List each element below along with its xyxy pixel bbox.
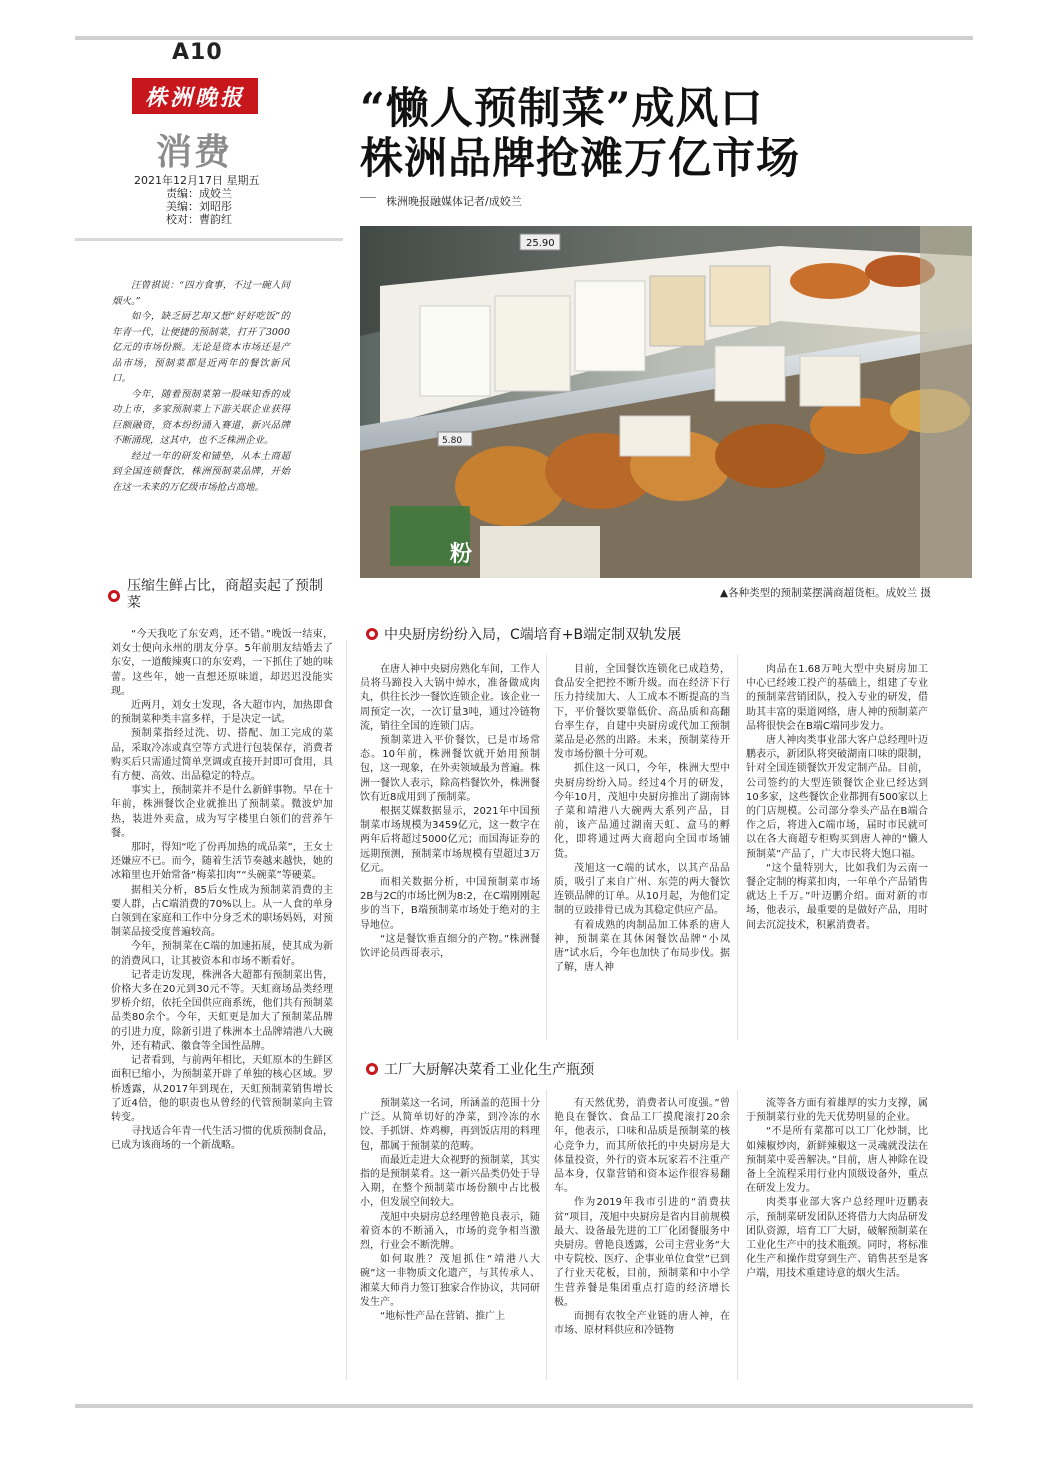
- page-meta: [134, 174, 260, 226]
- issue-date: 2021年12月17日 星期五: [134, 174, 260, 187]
- paragraph: 在唐人神中央厨房熟化车间，工作人员将马蹄投入大锅中焯水，准备做成肉丸，供往长沙一餐饮连锁企业。该企业一周预定一次，一次订量3吨，通过冷链物流，销往全国的连锁门店。: [360, 664, 540, 732]
- paragraph: 近两月，刘女士发现，各大超市内，加热即食的预制菜种类丰富多样，于是决定一试。: [111, 700, 333, 726]
- paragraph: 事实上，预制菜并不是什么新鲜事物。早在十年前，株洲餐饮企业就推出了预制菜。微波炉加热，装进外卖盒，成为写字楼里白领们的营养午餐。: [111, 785, 333, 839]
- intro-paragraph: 汪曾祺说：“四方食事，不过一碗人间烟火。”: [112, 280, 290, 307]
- byline-mark: [360, 197, 376, 204]
- article-column-bottom-2: [554, 1097, 730, 1338]
- paragraph: 流等各方面有着雄厚的实力支撑，属于预制菜行业的先天优势明显的企业。: [746, 1098, 928, 1124]
- article-column-mid-2: [554, 663, 730, 975]
- headline: [360, 84, 800, 184]
- paragraph: 茂旭中央厨房总经理曾艳良表示，随着资本的不断涌入，市场的竞争相当激烈，行业会不断洗牌。: [360, 1211, 540, 1252]
- paragraph: 据相关分析，85后女性成为预制菜消费的主要人群，占C端消费的70%以上。从一人食的单身白领到在家庭和工作中分身乏术的职场妈妈，对预制菜品接受度普遍较高。: [111, 884, 333, 939]
- paragraph: 茂旭这一C端的试水，以其产品品质，吸引了来自广州、东莞的两大餐饮连锁品牌的订单。从10月起，为他们定制的豆豉排骨已成为其稳定供应产品。: [554, 862, 730, 917]
- paragraph: 记者走访发现，株洲各大超都有预制菜出售，价格大多在20元到30元不等。天虹商场品类经理罗桥介绍，依托全国供应商系统，他们共有预制菜品类80余个。今年，天虹更是加大了预制菜品牌的引进力度，除新引进了株洲本土品牌靖港八大碗外，还有精武、徽食等全国性品牌。: [111, 969, 333, 1052]
- designer-credit: 美编：刘昭彤: [166, 200, 232, 213]
- paragraph: 而最近走进大众视野的预制菜，其实指的是预制菜肴。这一新兴品类仍处于导入期，在整个预制菜市场份额中占比极小，但发展空间较大。: [360, 1154, 540, 1209]
- photo-caption: ▲各种类型的预制菜摆满商超货柜。成姣兰 摄: [720, 587, 931, 599]
- intro-paragraph: 经过一年的研发和铺垫，从本土商超到全国连锁餐饮，株洲预制菜品牌，开始在这一未来的万亿级市场抢占高地。: [112, 450, 290, 493]
- subhead-1: 压缩生鲜占比，商超卖起了预制菜: [111, 578, 331, 612]
- paragraph: 根据艾媒数据显示，2021年中国预制菜市场规模为3459亿元，这一数字在两年后将超过5000亿元；而国海证券的远期预测，预制菜市场规模有望超过3万亿元。: [360, 806, 540, 874]
- paragraph: 抓住这一风口，今年，株洲大型中央厨房纷纷入局。经过4个月的研发，今年10月，茂旭中央厨房推出了湖南钵子菜和靖港八大碗两大系列产品，目前，该产品通过湖南天虹、盒马的孵化，即将通过两大商超向全国市场铺货。: [554, 763, 730, 860]
- paragraph: 寻找适合年青一代生活习惯的优质预制食品，已成为该商场的一个新战略。: [111, 1126, 333, 1152]
- column-divider: [546, 655, 547, 1040]
- bullet-ring-icon: [366, 628, 378, 640]
- paragraph: 记者看到，与前两年相比，天虹原本的生鲜区面积已缩小，为预制菜开辟了单独的核心区域。罗桥透露，从2017年到现在，天虹预制菜销售增长了近4倍，他的职责也从曾经的代管预制菜向主管转变。: [111, 1055, 333, 1123]
- shelf-illustration: [360, 226, 972, 578]
- paragraph: 有着成熟的肉制品加工体系的唐人神，预制菜在其休闲餐饮品牌“小凤唐”试水后，今年也加快了布局步伐。据了解，唐人神: [554, 919, 730, 974]
- column-divider: [546, 1090, 547, 1380]
- subhead-3: 工厂大厨解决菜肴工业化生产瓶颈: [366, 1062, 594, 1079]
- column-divider: [737, 1090, 738, 1380]
- article-column-left: [111, 628, 333, 1154]
- paragraph: 预制菜指经过洗、切、搭配、加工完成的菜品，采取冷冻或真空等方式进行包装保存，消费者购买后只需通过简单烹调或直接开封即可食用，具有方便、高效、出品稳定的特点。: [111, 728, 333, 783]
- column-divider: [346, 640, 347, 1380]
- paragraph: “不是所有菜都可以工厂化炒制，比如辣椒炒肉，新鲜辣椒这一灵魂就没法在预制菜中妥善解决。”目前，唐人神除在设备上全流程采用行业内顶级设备外，重点在研发上发力。: [746, 1126, 928, 1195]
- proof-credit: 校对：曹韵红: [166, 213, 232, 226]
- bottom-rule: [75, 1404, 973, 1408]
- page-number: A10: [172, 40, 223, 65]
- bullet-ring-icon: [108, 590, 120, 602]
- intro-paragraph: 今年，随着预制菜第一股味知香的成功上市，多家预制菜上下游关联企业获得巨额融资，资本纷纷涌入赛道，新兴品牌不断涌现，这其中，也不乏株洲企业。: [112, 388, 290, 446]
- article-column-bottom-3: [746, 1097, 928, 1282]
- lead-intro: [112, 278, 290, 495]
- article-column-mid-1: [360, 663, 540, 961]
- headline-line1: “懒人预制菜”成风口: [360, 84, 764, 134]
- article-column-bottom-1: [360, 1097, 540, 1324]
- paragraph: 有天然优势，消费者认可度强。”曾艳良在餐饮、食品工厂摸爬滚打20余年，他表示，口味和品质是预制菜的核心竞争力，而其所依托的中央厨房是大体量投资，外行的资本玩家若不注重产品本身，仅靠营销和资本运作很容易翻车。: [554, 1098, 730, 1195]
- paragraph: 那时，得知“吃了份再加热的成品菜”，王女士还嫌应不已。而今，随着生活节奏越来越快，她的冰箱里也开始常备“梅菜扣肉”“头碗菜”等硬菜。: [111, 842, 333, 882]
- bullet-ring-icon: [366, 1063, 378, 1075]
- paragraph: 而相关数据分析，中国预制菜市场2B与2C的市场比例为8:2，在C端刚刚起步的当下，B端预制菜市场处于绝对的主导地位。: [360, 877, 540, 931]
- paragraph: “今天我吃了东安鸡，还不错。”晚饭一结束，刘女士便向永州的朋友分享。5年前朋友结婚去了东安，一道酸辣爽口的东安鸡，一下抓住了她的味蕾。这些年，她一直想还原味道，却迟迟没能实现。: [111, 629, 333, 697]
- bag-label: 粉: [450, 542, 473, 567]
- paragraph: 预制菜这一名词，所涵盖的范围十分广泛。从简单切好的净菜，到冷冻的水饺、手抓饼、炸鸡柳，再到饭店用的料理包，都属于预制菜的范畴。: [360, 1098, 540, 1152]
- paragraph: 目前，全国餐饮连锁化已成趋势，食品安全把控不断升级。而在经济下行压力持续加大、人工成本不断提高的当下，平价餐饮要靠低价、高品质和高翻台率生存，自建中央厨房或代加工预制菜品是必然的出路。未来，预制菜待开发市场份额十分可观。: [554, 664, 730, 761]
- paragraph: 预制菜进入平价餐饮，已是市场常态。10年前，株洲餐饮就开始用预制包，这一现象，在外卖领域最为普遍。株洲一餐饮人表示，除高档餐饮外，株洲餐饮有近8成用到了预制菜。: [360, 735, 540, 803]
- column-divider: [737, 655, 738, 1040]
- article-column-mid-3: [746, 663, 928, 933]
- paragraph: 如何取胜？茂旭抓住“靖港八大碗”这一非物质文化遗产，与其传承人、湘菜大师肖力签订独家合作协议，共同研发生产。: [360, 1254, 540, 1308]
- paragraph: 今年，预制菜在C端的加速拓展，使其成为新的消费风口，让其被资本和市场不断看好。: [111, 941, 333, 967]
- paragraph: “这是餐饮垂直细分的产物。”株洲餐饮评论员西哥表示，: [360, 933, 540, 960]
- byline: 株洲晚报融媒体记者/成姣兰: [386, 195, 522, 208]
- paragraph: 作为2019年我市引进的“消费扶贫”项目，茂旭中央厨房是省内目前规模最大、设备最先进的工厂化团餐服务中央厨房。曾艳良透露，公司主营业务“大中专院校、医疗、企事业单位食堂”已到了行业天花板，目前，预制菜和中小学生营养餐是集团重点打造的经济增长极。: [554, 1197, 730, 1308]
- paragraph: “地标性产品在营销、推广上: [380, 1311, 506, 1323]
- masthead-logo: 株洲晚报: [132, 78, 258, 114]
- section-title: 消费: [156, 131, 233, 173]
- headline-line2: 株洲品牌抢滩万亿市场: [360, 134, 800, 184]
- supermarket-shelf-photo: [360, 226, 972, 578]
- editor-credit: 责编：成姣兰: [166, 187, 232, 200]
- paragraph: 而拥有农牧全产业链的唐人神，在市场、原材料供应和冷链物: [554, 1311, 730, 1337]
- paragraph: 肉类事业部大客户总经理叶迈鹏表示，预制菜研发团队还将借力大肉品研发团队资源，培育工厂大厨，破解预制菜在工业化生产中的技术瓶颈。同时，将标准化生产和操作贯穿到生产、销售甚至是客户端，用技术重建诗意的烟火生活。: [746, 1197, 928, 1280]
- paragraph: 肉品在1.68万吨大型中央厨房加工中心已经竣工投产的基础上，组建了专业的预制菜营销团队，投入专业的研发，借助其丰富的渠道网络，唐人神的预制菜产品将很快会在B端C端同步发力。: [746, 664, 928, 732]
- price-tag-1: 25.90: [526, 238, 555, 249]
- price-tag-2: 5.80: [442, 436, 463, 446]
- paragraph: “这个量特别大，比如我们为云南一餐企定制的梅菜扣肉，一年单个产品销售就达上千万。”叶迈鹏介绍。面对新的市场，他表示，最重要的是做好产品，用时间去沉淀技术，积累消费者。: [746, 862, 928, 931]
- paragraph: 唐人神肉类事业部大客户总经理叶迈鹏表示，新团队将突破湖南口味的限制，针对全国连锁餐饮开发定制产品。目前，公司签约的大型连锁餐饮企业已经达到10多家，这些餐饮企业都拥有500家以上的门店规模。公司部分拳头产品在B端合作之后，将进入C端市场，届时市民就可以在各大商超专柜购买到唐人神的“懒人预制菜”产品了，广大市民将大饱口福。: [746, 735, 928, 860]
- sidebar-rule: [75, 238, 343, 241]
- intro-paragraph: 如今，缺乏厨艺却又想“好好吃饭”的年青一代，让便捷的预制菜，打开了3000亿元的市场份额。无论是资本市场还是产品市场，预制菜都是近两年的餐饮新风口。: [112, 311, 290, 384]
- subhead-2: 中央厨房纷纷入局，C端培育+B端定制双轨发展: [366, 627, 681, 644]
